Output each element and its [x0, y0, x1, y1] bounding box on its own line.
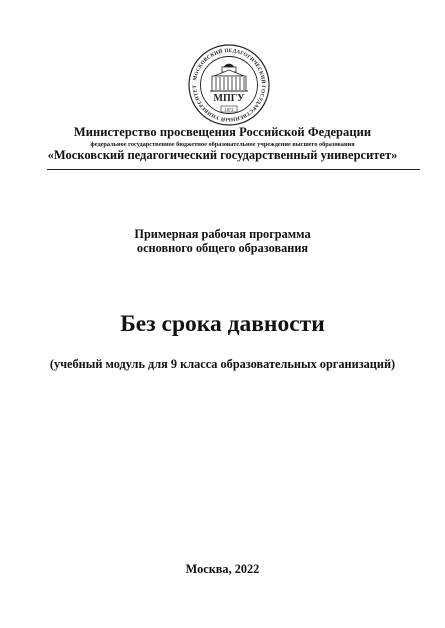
emblem-abbreviation: МПГУ: [213, 93, 245, 104]
emblem-ring-text: МОСКОВСКИЙ ПЕДАГОГИЧЕСКИЙ ГОСУДАРСТВЕННЫЙ УНИВЕРСИТЕТ: [191, 47, 267, 123]
university-emblem: [188, 44, 270, 126]
building-icon: [210, 64, 248, 91]
program-type-line-2: основного общего образования: [136, 241, 309, 255]
ministry-name: Министерство просвещения Российской Федерации: [73, 125, 372, 139]
document-subtitle: (учебный модуль для 9 класса образовательных организаций): [49, 357, 396, 371]
document-title: Без срока давности: [120, 311, 325, 337]
program-type-line-1: Примерная рабочая программа: [134, 227, 311, 241]
emblem-year: 1872: [224, 106, 234, 112]
institution-type: федеральное государственное бюджетное образовательное учреждение высшего образования: [90, 141, 355, 148]
header-divider: [47, 169, 420, 170]
university-name: «Московский педагогический государственный университет»: [47, 148, 398, 162]
place-and-year: Москва, 2022: [185, 562, 260, 576]
